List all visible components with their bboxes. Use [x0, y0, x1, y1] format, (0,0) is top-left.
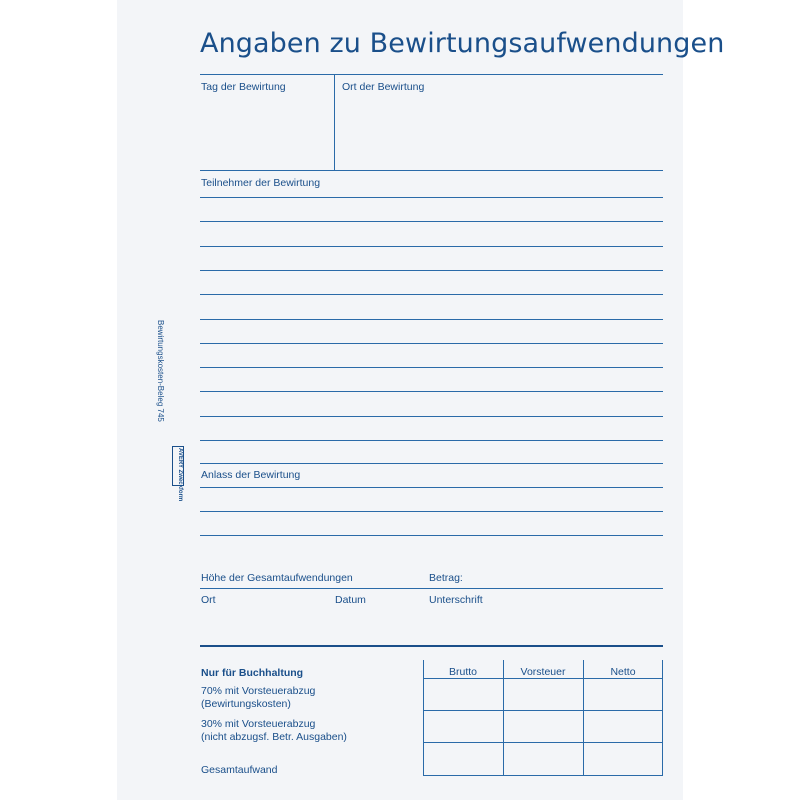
column-brutto: Brutto	[448, 666, 477, 678]
label-hoehe: Höhe der Gesamtaufwendungen	[201, 572, 353, 584]
label-datum: Datum	[335, 594, 366, 606]
label-anlass: Anlass der Bewirtung	[201, 469, 301, 481]
row1-label-line2: (Bewirtungskosten)	[201, 698, 291, 710]
writing-line[interactable]	[200, 416, 663, 417]
writing-line[interactable]	[200, 391, 663, 392]
writing-line[interactable]	[200, 367, 663, 368]
writing-line[interactable]	[200, 319, 663, 320]
writing-line[interactable]	[200, 440, 663, 441]
signature-rule[interactable]	[200, 645, 663, 647]
label-betrag: Betrag:	[429, 572, 463, 584]
column-vorsteuer: Vorsteuer	[520, 666, 566, 678]
writing-line[interactable]	[200, 511, 663, 512]
top-rule	[200, 74, 663, 75]
column-netto: Netto	[610, 666, 636, 678]
label-tag: Tag der Bewirtung	[201, 81, 286, 93]
label-unterschrift: Unterschrift	[429, 594, 483, 606]
label-ort: Ort	[201, 594, 216, 606]
writing-line[interactable]	[200, 535, 663, 536]
label-teilnehmer: Teilnehmer der Bewirtung	[201, 177, 321, 189]
writing-line[interactable]	[200, 221, 663, 222]
participants-bottom-rule	[200, 463, 663, 464]
avery-logo	[172, 446, 184, 502]
table-row-rule-3	[423, 742, 663, 743]
table-row-rule-2	[423, 710, 663, 711]
row3-label: Gesamtaufwand	[201, 764, 278, 776]
side-label: Bewirtungskosten-Beleg 745	[156, 320, 165, 422]
amount-rule[interactable]	[200, 588, 663, 589]
accounting-heading: Nur für Buchhaltung	[201, 667, 304, 679]
label-ort-bewirtung: Ort der Bewirtung	[342, 81, 425, 93]
top-box-bottom-rule	[200, 170, 663, 171]
brand-text: AVERY Zweckform	[177, 448, 183, 502]
row2-label-line2: (nicht abzugsf. Betr. Ausgaben)	[201, 731, 347, 743]
row2-label-line1: 30% mit Vorsteuerabzug	[201, 718, 316, 730]
writing-line[interactable]	[200, 197, 663, 198]
writing-line[interactable]	[200, 246, 663, 247]
writing-line[interactable]	[200, 270, 663, 271]
writing-line[interactable]	[200, 294, 663, 295]
row1-label-line1: 70% mit Vorsteuerabzug	[201, 685, 316, 697]
writing-line[interactable]	[200, 343, 663, 344]
writing-line[interactable]	[200, 487, 663, 488]
table-row-rule-4	[423, 775, 663, 776]
table-row-rule-1	[423, 678, 663, 679]
date-place-divider	[334, 74, 335, 170]
form-title: Angaben zu Bewirtungsaufwendungen	[200, 28, 725, 59]
form-sheet	[117, 0, 683, 800]
